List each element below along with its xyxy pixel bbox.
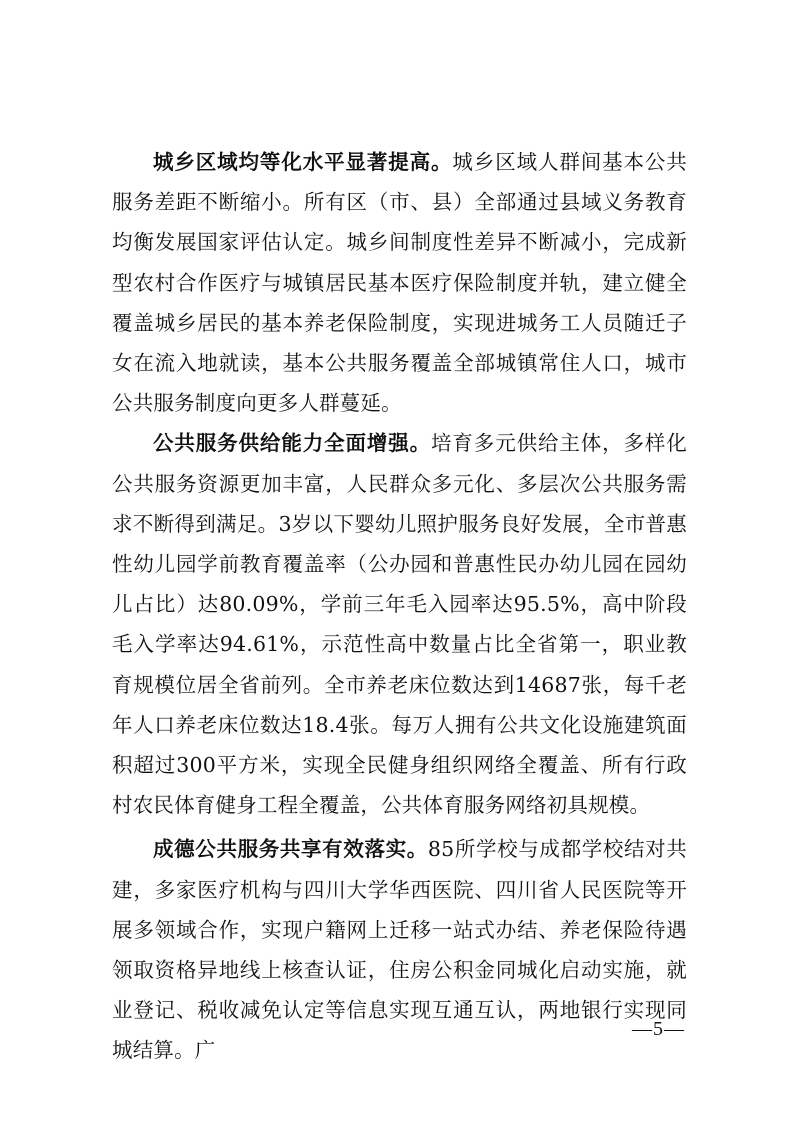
document-body: [112, 142, 687, 1071]
paragraph-text: 85所学校与成都学校结对共建，多家医疗机构与四川大学华西医院、四川省人民医院等开展多领域合作，实现户籍网上迁移一站式办结、养老保险待遇领取资格异地线上核查认证，住房公积金同城化启动实施，就业登记、税收减免认定等信息实现互通互认，两地银行实现同城结算。广: [112, 837, 687, 1063]
paragraph-supply-capacity: [112, 423, 687, 825]
page-number: —5—: [632, 1018, 685, 1040]
paragraph-heading: 城乡区域均等化水平显著提高。: [153, 150, 453, 174]
paragraph-heading: 公共服务供给能力全面增强。: [153, 431, 432, 456]
paragraph-urban-rural-equalization: [112, 142, 687, 423]
paragraph-text: 培育多元供给主体，多样化公共服务资源更加丰富，人民群众多元化、多层次公共服务需求不断得到满足。3岁以下婴幼儿照护服务良好发展，全市普惠性幼儿园学前教育覆盖率（公办园和普惠性民办幼儿园在园幼儿占比）达80.09%，学前三年毛入园率达95.5%，高中阶段毛入学率达94.61%，示范性高中数量占比全省第一，职业教育规模位居全省前列。全市养老床位数达到14687张，每千老年人口养老床位数达18.4张。每万人拥有公共文化设施建筑面积超过300平方米，实现全民健身组织网络全覆盖、所有行政村农民体育健身工程全覆盖，公共体育服务网络初具规模。: [112, 431, 687, 818]
paragraph-heading: 成德公共服务共享有效落实。: [153, 837, 428, 862]
paragraph-text: 城乡区域人群间基本公共服务差距不断缩小。所有区（市、县）全部通过县域义务教育均衡发展国家评估认定。城乡间制度性差异不断减小，完成新型农村合作医疗与城镇居民基本医疗保险制度并轨，建立健全覆盖城乡居民的基本养老保险制度，实现进城务工人员随迁子女在流入地就读，基本公共服务覆盖全部城镇常住人口，城市公共服务制度向更多人群蔓延。: [112, 150, 687, 416]
paragraph-chengde-sharing: [112, 829, 687, 1070]
